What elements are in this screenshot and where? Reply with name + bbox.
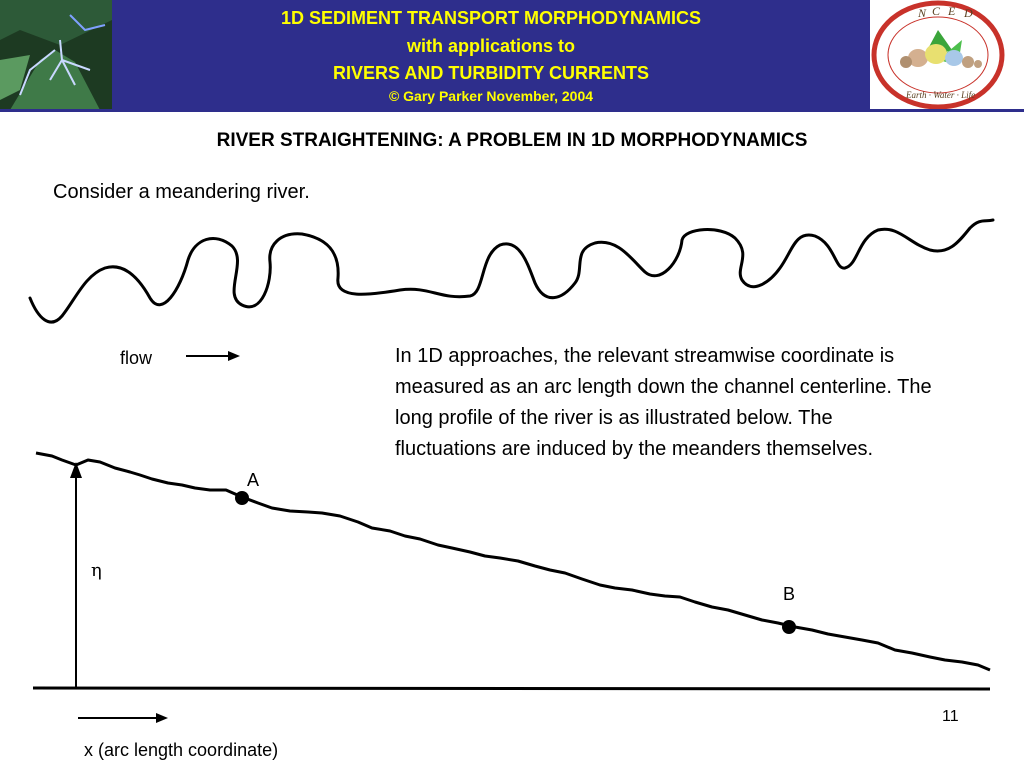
point-b-marker	[782, 620, 796, 634]
x-axis-label: x (arc length coordinate)	[84, 740, 279, 760]
explanation-paragraph: In 1D approaches, the relevant streamwise coordinate is measured as an arc length down the channel centerline. The long profile of the river is as illustrated below. The fluctuations are induced by the meanders themselves.	[395, 345, 932, 460]
x-axis-line	[33, 688, 990, 689]
page-number: 11	[942, 708, 959, 725]
svg-text:Earth · Water · Life: Earth · Water · Life	[906, 90, 976, 100]
x-arrow-head	[156, 713, 168, 723]
point-a-marker	[235, 491, 249, 505]
svg-text:N: N	[918, 6, 927, 20]
course-title-line1: 1D SEDIMENT TRANSPORT MORPHODYNAMICS	[280, 8, 702, 28]
copyright-notice: © Gary Parker November, 2004	[388, 88, 594, 104]
svg-text:E: E	[948, 4, 956, 18]
course-title-line2: with applications to	[406, 36, 575, 56]
svg-text:D: D	[964, 6, 973, 20]
point-b-label: B	[783, 584, 796, 604]
course-title-line3: RIVERS AND TURBIDITY CURRENTS	[332, 63, 650, 83]
point-a-label: A	[247, 470, 260, 490]
meandering-river-line	[30, 220, 993, 322]
eta-label: η	[91, 560, 102, 581]
long-profile-line	[36, 453, 990, 670]
flow-label: flow	[120, 348, 153, 368]
slide-title: RIVER STRAIGHTENING: A PROBLEM IN 1D MORPHODYNAMICS	[216, 130, 808, 151]
svg-text:C: C	[932, 4, 941, 18]
flow-arrow-head	[228, 351, 240, 361]
intro-text: Consider a meandering river.	[53, 181, 310, 203]
